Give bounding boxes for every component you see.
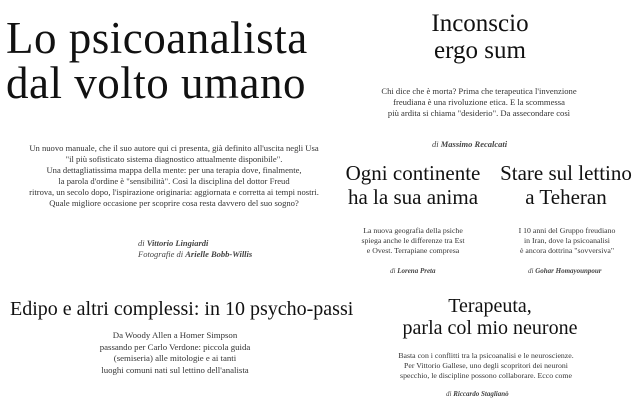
terapeuta-byline: [446, 390, 509, 398]
main-headline-line: dal volto umano: [6, 58, 306, 108]
continente-byline: [390, 267, 436, 275]
headline-line: a Teheran: [525, 185, 607, 209]
body-line: in Iran, dove la psicoanalisi: [524, 236, 610, 245]
body-line: più ardita si chiama "desiderio". Da assecondare così: [387, 108, 571, 118]
byline-prefix: di: [446, 390, 452, 398]
headline-line: ha la sua anima: [347, 185, 479, 209]
edipo-headline: [10, 297, 354, 321]
body-line: I 10 anni del Gruppo freudiano: [518, 226, 616, 235]
main-headline-line: Lo psicoanalista: [6, 13, 308, 63]
terapeuta-body: [356, 351, 616, 381]
continente-headline: [338, 161, 488, 209]
headline-line: Edipo e altri complessi: in 10 psycho-passi: [10, 298, 354, 320]
body-line: specchio, le discipline possono collaborare. Ecco come: [400, 371, 572, 380]
headline-line: Ogni continente: [345, 161, 481, 185]
inconscio-body: [350, 86, 608, 119]
photographer-name: Arielle Bobb-Willis: [185, 249, 253, 259]
body-line: spiega anche le differenze tra Est: [361, 236, 465, 245]
teheran-headline: [492, 161, 640, 209]
edipo-body: [20, 330, 330, 376]
body-line: passando per Carlo Verdone: piccola guida: [99, 341, 251, 352]
author-name: Lorena Preta: [397, 267, 436, 275]
main-intro-line: ritrova, un secolo dopo, l'ispirazione originaria: aggiornata e corretta ai tempi nostri.: [29, 187, 319, 197]
author-name: Vittorio Lingiardi: [146, 238, 209, 248]
main-intro-line: "il più sofisticato sistema diagnostico attualmente disponibile".: [65, 154, 283, 164]
headline-line: Inconscio: [431, 10, 529, 37]
main-intro-line: la parola d'ordine è "sensibilità". Così la disciplina del dottor Freud: [58, 176, 290, 186]
main-intro-line: Una dettagliatissima mappa della mente: per una terapia dove, finalmente,: [46, 165, 302, 175]
main-byline: [138, 238, 252, 260]
body-line: freudiana è una rivoluzione etica. E la scommessa: [393, 97, 565, 107]
headline-line: Stare sul lettino: [500, 161, 632, 185]
byline-prefix: di: [390, 267, 396, 275]
author-name: Gohar Homayounpour: [535, 267, 602, 275]
headline-line: parla col mio neurone: [402, 317, 578, 339]
main-headline: [6, 13, 346, 108]
byline-prefix: di: [528, 267, 534, 275]
body-line: Basta con i conflitti tra la psicoanalisi e le neuroscienze.: [398, 351, 574, 360]
body-line: (semiseria) alle mitologie e ai tanti: [113, 353, 237, 363]
body-line: La nuova geografia della psiche: [363, 226, 463, 235]
continente-body: [350, 226, 476, 256]
terapeuta-headline: [368, 295, 612, 339]
main-intro: [0, 143, 348, 209]
teheran-byline: [528, 267, 602, 275]
byline-prefix: di: [138, 238, 145, 248]
body-line: Chi dice che è morta? Prima che terapeutica l'invenzione: [381, 86, 577, 96]
headline-line: Terapeuta,: [448, 295, 532, 317]
body-line: e Ovest. Terrapiane compresa: [366, 246, 460, 255]
inconscio-byline: [432, 139, 507, 149]
inconscio-headline: [360, 10, 600, 64]
body-line: Da Woody Allen a Homer Simpson: [112, 330, 238, 340]
byline-prefix: di: [432, 139, 439, 149]
teheran-body: [500, 226, 634, 256]
headline-line: ergo sum: [434, 37, 526, 64]
author-name: Riccardo Staglianò: [453, 390, 509, 398]
body-line: Per Vittorio Gallese, uno degli scopritori dei neuroni: [404, 361, 568, 370]
body-line: è ancora dottrina "sovversiva": [519, 246, 615, 255]
body-line: luoghi comuni nati sul lettino dell'analista: [101, 364, 249, 375]
author-name: Massimo Recalcati: [440, 139, 508, 149]
photo-prefix: Fotografie di: [138, 249, 184, 259]
main-intro-line: Un nuovo manuale, che il suo autore qui ci presenta, già definito all'uscita negli Usa: [29, 143, 319, 153]
main-intro-line: Quale migliore occasione per scoprire cosa resta davvero del suo sogno?: [49, 198, 299, 208]
